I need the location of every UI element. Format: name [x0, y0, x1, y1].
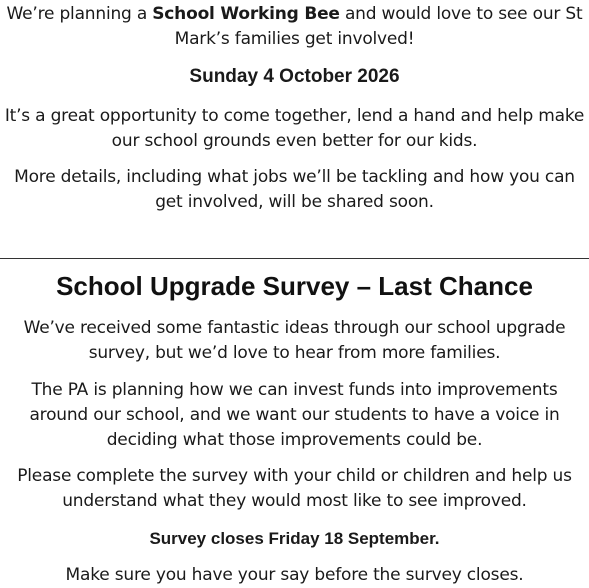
working-bee-paragraph-2: More details, including what jobs we’ll be tackling and how you can get involved, will be shared soon.	[14, 167, 575, 212]
survey-paragraph-1: We’ve received some fantastic ideas through our school upgrade survey, but we’d love to hear from more families.	[23, 318, 566, 363]
section-divider	[0, 258, 589, 259]
working-bee-intro-before: We’re planning a	[6, 4, 153, 24]
working-bee-date: Sunday 4 October 2026	[189, 66, 400, 87]
working-bee-intro-after: and would love to see our St Mark’s families get involved!	[174, 4, 583, 49]
survey-final-line: Make sure you have your say before the survey closes.	[65, 565, 524, 585]
survey-paragraph-2: The PA is planning how we can invest funds into improvements around our school, and we want our students to have a voice in deciding what those improvements could be.	[29, 380, 560, 450]
survey-heading: School Upgrade Survey – Last Chance	[56, 271, 533, 301]
survey-paragraph-3: Please complete the survey with your child or children and help us understand what they would most like to see improved.	[17, 466, 572, 511]
survey-closing-notice: Survey closes Friday 18 September.	[149, 529, 440, 548]
working-bee-paragraph-1: It’s a great opportunity to come together, lend a hand and help make our school grounds even better for our kids.	[4, 106, 585, 151]
working-bee-intro	[0, 2, 589, 52]
working-bee-title: School Working Bee	[152, 4, 340, 24]
